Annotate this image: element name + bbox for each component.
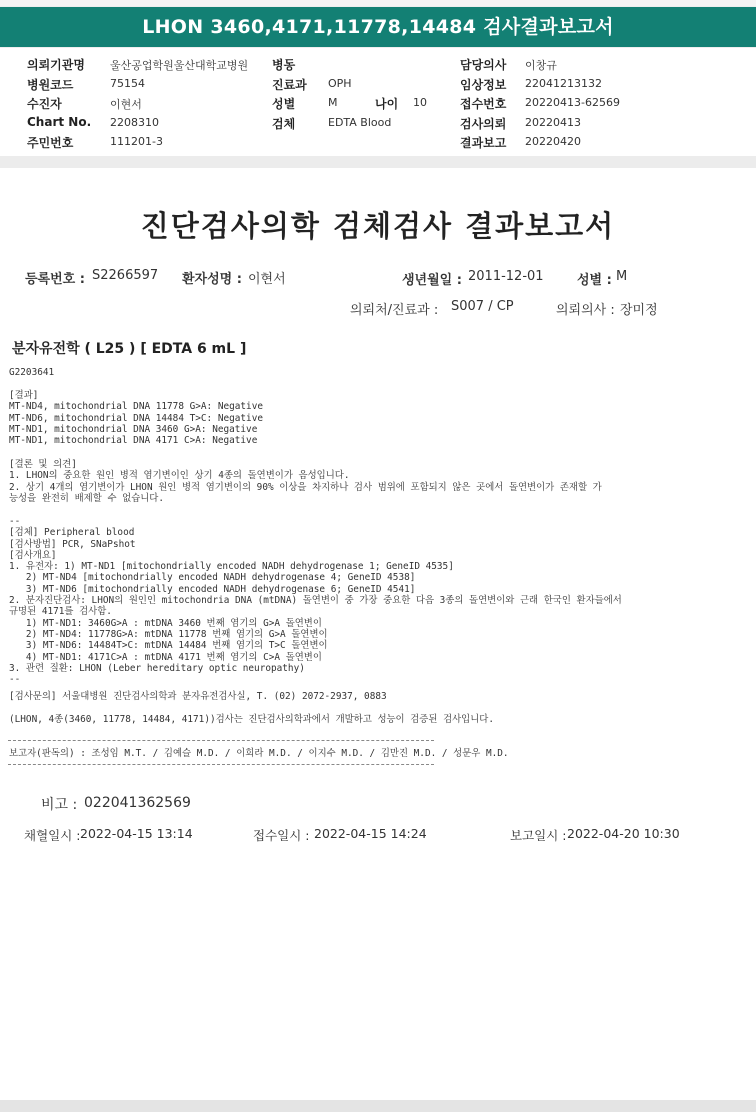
bottom-strip xyxy=(0,1100,756,1112)
request-label: 검사의뢰 xyxy=(460,117,507,131)
resident-value: 111201-3 xyxy=(110,135,163,148)
validation-line: (LHON, 4종(3460, 11778, 14484, 4171))검사는 진단검사의학과에서 개발하고 성능이 검증된 검사입니다. xyxy=(9,714,494,725)
report-paper xyxy=(0,168,756,1100)
doctor-value: 이창규 xyxy=(525,59,557,72)
dept-label: 진료과 xyxy=(272,78,307,92)
separator xyxy=(0,156,756,168)
note-label: 비고 : xyxy=(41,797,78,813)
code-value: 75154 xyxy=(110,77,145,90)
dob-value: 2011-12-01 xyxy=(468,269,544,284)
note-value: 022041362569 xyxy=(84,795,191,811)
referral-label: 의뢰처/진료과 : xyxy=(350,303,439,318)
hospital-value: 울산공업학원울산대학교병원 xyxy=(110,59,249,72)
age-value: 10 xyxy=(413,96,427,109)
chart-value: 2208310 xyxy=(110,116,159,129)
clinical-label: 임상정보 xyxy=(460,78,507,92)
sex-label: 성별 xyxy=(272,97,296,111)
report-datetime-label: 보고일시 : xyxy=(510,828,567,843)
resident-label: 주민번호 xyxy=(27,136,74,150)
receiver-label: 수진자 xyxy=(27,97,62,111)
report-date-label: 결과보고 xyxy=(460,136,507,150)
chart-label: Chart No. xyxy=(27,115,92,129)
inquiry-line: [검사문의] 서울대병원 진단검사의학과 분자유전검사실, T. (02) 2072-2937, 0883 xyxy=(9,691,387,702)
hospital-label: 의뢰기관명 xyxy=(27,58,85,72)
doctor-label: 담당의사 xyxy=(460,58,507,72)
sex-value-report: M xyxy=(616,269,628,284)
divider-bottom xyxy=(8,764,434,765)
report-datetime-value: 2022-04-20 10:30 xyxy=(567,826,680,841)
sample-id: G2203641 xyxy=(9,367,55,378)
req-doctor-value: 장미정 xyxy=(620,303,658,318)
conclusion-block: [결론 및 의견] 1. LHON의 중요한 원인 병적 염기변이인 상기 4종의 돌연변이가 음성입니다. 2. 상기 4개의 염기변이가 LHON 원인 병적 염기변이의 90% 이상을 차지하나 검사 범위에 포함되지 않은 곳에서 돌연변이가 존재할 가 능성을 완전히 배제할 수 없습니다. xyxy=(9,459,602,504)
age-label: 나이 xyxy=(375,97,399,111)
report-title: 진단검사의학 검체검사 결과보고서 xyxy=(140,209,616,243)
req-doctor-label: 의뢰의사 : xyxy=(556,303,615,318)
clinical-value: 22041213132 xyxy=(525,77,602,90)
top-strip xyxy=(0,0,756,6)
report-date-value: 20220420 xyxy=(525,135,581,148)
reporters-line: 보고자(판독의) : 조성임 M.T. / 김예슬 M.D. / 이희라 M.D. / 이지수 M.D. / 김만진 M.D. / 성문우 M.D. xyxy=(9,748,509,759)
code-label: 병원코드 xyxy=(27,78,74,92)
specimen-label: 검체 xyxy=(272,117,296,131)
report-banner-title: LHON 3460,4171,11778,14484 검사결과보고서 xyxy=(0,7,756,47)
reg-value: S2266597 xyxy=(92,268,159,283)
request-value: 20220413 xyxy=(525,116,581,129)
sex-label-report: 성별 : xyxy=(577,273,612,288)
name-value: 이현서 xyxy=(248,272,286,287)
specimen-value: EDTA Blood xyxy=(328,116,392,129)
collect-label: 채혈일시 : xyxy=(24,828,81,843)
divider-top xyxy=(8,740,434,741)
referral-value: S007 / CP xyxy=(451,299,514,314)
reception-value: 20220413-62569 xyxy=(525,96,620,109)
name-label: 환자성명 : xyxy=(182,272,242,287)
reg-label: 등록번호 : xyxy=(25,272,85,287)
method-block: -- [검체] Peripheral blood [검사방법] PCR, SNaPshot [검사개요] 1. 유전자: 1) MT-ND1 [mitochondrially encoded NADH dehydrogenase 1; GeneID 4535] 2) MT-ND4 [mitochondrially encoded NADH dehydrogenase 4; GeneID 4538] 3) MT-ND6 [mitochondrially encoded NADH dehydrogenase 6; GeneID 4541] 2. 분자진단검사: LHON의 원인인 mitochondria DNA (mtDNA) 돌연변이 중 가장 중요한 다음 3종의 돌연변이와 근래 한국인 환자들에서 규명된 4171를 검사함. 1) MT-ND1: 3460G>A : mtDNA 3460 번째 염기의 G>A 돌연변이 2) MT-ND4: 11778G>A: mtDNA 11778 번째 염기의 G>A 돌연변이 3) MT-ND6: 14484T>C: mtDNA 14484 번째 염기의 T>C 돌연변이 4) MT-ND1: 4171C>A : mtDNA 4171 번째 염기의 C>A 돌연변이 3. 관련 질환: LHON (Leber hereditary optic neuropathy) -- xyxy=(9,516,622,686)
result-block: [결과] MT-ND4, mitochondrial DNA 11778 G>A: Negative MT-ND6, mitochondrial DNA 14484 T>C: Negative MT-ND1, mitochondrial DNA 3460 G>A: Negative MT-ND1, mitochondrial DNA 4171 C>A: Negative xyxy=(9,390,263,447)
sex-value: M xyxy=(328,96,338,109)
ward-label: 병동 xyxy=(272,58,296,72)
receive-label: 접수일시 : xyxy=(253,828,310,843)
info-panel xyxy=(0,48,756,156)
receive-value: 2022-04-15 14:24 xyxy=(314,826,427,841)
dept-value: OPH xyxy=(328,77,352,90)
reception-label: 접수번호 xyxy=(460,97,507,111)
section-title: 분자유전학 ( L25 ) [ EDTA 6 mL ] xyxy=(12,341,247,357)
receiver-value: 이현서 xyxy=(110,98,142,111)
dob-label: 생년월일 : xyxy=(402,273,462,288)
collect-value: 2022-04-15 13:14 xyxy=(80,826,193,841)
